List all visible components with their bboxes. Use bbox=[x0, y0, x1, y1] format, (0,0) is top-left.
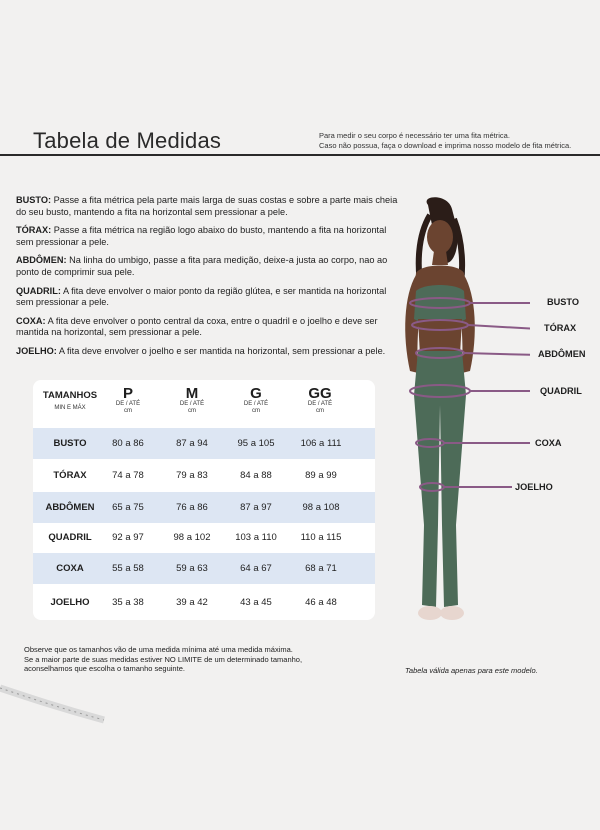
table-cell: 89 a 99 bbox=[305, 470, 337, 481]
instruction-term: COXA: bbox=[16, 315, 46, 326]
instruction-text: Passe a fita métrica pela parte mais larga de suas costas e sobre a parte mais cheia do seu busto, mantendo a fita na horizontal sem pressionar a pele. bbox=[16, 195, 398, 217]
right-shoe bbox=[440, 606, 464, 620]
size-header-m bbox=[167, 386, 217, 415]
table-cell: 65 a 75 bbox=[112, 502, 144, 513]
table-row-abdomen bbox=[33, 492, 375, 523]
callout-busto: BUSTO bbox=[547, 297, 579, 307]
tamanhos-subheader: MIN E MÁX bbox=[54, 405, 86, 411]
row-label: COXA bbox=[56, 563, 84, 574]
abdomen-line bbox=[464, 353, 530, 355]
callout-quadril: QUADRIL bbox=[540, 386, 582, 396]
head bbox=[427, 220, 453, 254]
instruction-torax bbox=[16, 225, 406, 248]
instruction-term: QUADRIL: bbox=[16, 285, 61, 296]
table-cell: 106 a 111 bbox=[300, 438, 342, 449]
table-cell: 39 a 42 bbox=[176, 597, 208, 608]
table-cell: 87 a 94 bbox=[176, 438, 208, 449]
size-sub: DE / ATÉ bbox=[115, 401, 141, 407]
row-label: ABDÔMEN bbox=[45, 502, 95, 513]
row-label: JOELHO bbox=[50, 597, 90, 608]
note-line: Se a maior parte de suas medidas estiver NO LIMITE de um determinado tamanho, bbox=[24, 654, 303, 664]
size-unit: cm bbox=[252, 408, 260, 414]
instruction-abdomen bbox=[16, 255, 406, 278]
size-letter: GG bbox=[308, 385, 332, 402]
instruction-text: A fita deve envolver o ponto central da coxa, entre o quadril e o joelho e deve ser mantida na horizontal, sem pressionar a pele. bbox=[16, 315, 378, 338]
table-cell: 87 a 97 bbox=[240, 502, 272, 513]
table-cell: 110 a 115 bbox=[300, 532, 342, 543]
row-label: BUSTO bbox=[53, 438, 87, 449]
table-cell: 46 a 48 bbox=[305, 597, 337, 608]
table-cell: 80 a 86 bbox=[112, 438, 144, 449]
size-sub: DE / ATÉ bbox=[307, 401, 333, 407]
table-cell: 95 a 105 bbox=[237, 438, 275, 449]
instruction-term: BUSTO: bbox=[16, 195, 52, 205]
instruction-text: A fita deve envolver o joelho e ser mantida na horizontal, sem pressionar a pele. bbox=[56, 345, 386, 356]
callout-abdomen: ABDÔMEN bbox=[538, 349, 586, 359]
header-note-line: Para medir o seu corpo é necessário ter uma fita métrica. bbox=[319, 131, 510, 140]
instruction-term: JOELHO: bbox=[16, 345, 57, 356]
instruction-term: TÓRAX: bbox=[16, 225, 52, 236]
table-cell: 84 a 88 bbox=[240, 470, 272, 481]
page-title: Tabela de Medidas bbox=[33, 128, 222, 153]
tape-measure-icon bbox=[0, 668, 110, 728]
header-note bbox=[319, 131, 594, 151]
table-cell: 103 a 110 bbox=[235, 532, 277, 543]
size-letter: M bbox=[185, 385, 199, 402]
table-cell: 43 a 45 bbox=[240, 597, 272, 608]
instruction-text: A fita deve envolver o maior ponto da região glútea, e ser mantida na horizontal sem pressionar a pele. bbox=[16, 285, 387, 308]
table-row-joelho bbox=[33, 587, 375, 618]
instruction-busto bbox=[16, 195, 406, 218]
instruction-term: ABDÔMEN: bbox=[16, 255, 67, 266]
note-line: aconselhamos que escolha o tamanho seguinte. bbox=[24, 664, 185, 673]
leggings bbox=[414, 351, 466, 607]
callout-torax: TÓRAX bbox=[544, 323, 577, 333]
size-unit: cm bbox=[316, 408, 324, 414]
instruction-text: Na linha do umbigo, passe a fita para medição, deixe-a justa ao corpo, nao ao ponto de comprimir sua pele. bbox=[16, 255, 388, 277]
table-cell: 68 a 71 bbox=[305, 563, 337, 574]
size-unit: cm bbox=[188, 408, 196, 414]
instruction-coxa bbox=[16, 316, 406, 339]
size-sub: DE / ATÉ bbox=[243, 401, 269, 407]
table-cell: 79 a 83 bbox=[176, 470, 208, 481]
size-unit: cm bbox=[124, 408, 132, 414]
size-sub: DE / ATÉ bbox=[179, 401, 205, 407]
table-cell: 98 a 102 bbox=[173, 532, 211, 543]
size-header-g bbox=[231, 386, 281, 415]
size-header-p bbox=[103, 386, 153, 415]
row-label: TÓRAX bbox=[53, 470, 87, 481]
valid-model-note: Tabela válida apenas para este modelo. bbox=[405, 666, 538, 675]
table-cell: 92 a 97 bbox=[112, 532, 144, 543]
table-cell: 74 a 78 bbox=[112, 470, 144, 481]
torax-line bbox=[468, 325, 530, 329]
model-figure bbox=[360, 195, 530, 635]
instruction-quadril bbox=[16, 286, 406, 309]
left-shoe bbox=[418, 606, 442, 620]
size-header-gg bbox=[295, 386, 345, 415]
row-label: QUADRIL bbox=[48, 532, 92, 543]
table-row-coxa bbox=[33, 553, 375, 584]
header-note-line: Caso não possua, faça o download e imprima nosso modelo de fita métrica. bbox=[319, 141, 572, 150]
table-cell: 59 a 63 bbox=[176, 563, 208, 574]
size-letter: P bbox=[122, 385, 133, 402]
table-cell: 76 a 86 bbox=[176, 502, 208, 513]
note-line: Observe que os tamanhos vão de uma medida mínima até uma medida máxima. bbox=[24, 645, 293, 654]
tamanhos-header: TAMANHOS bbox=[42, 390, 98, 401]
callout-coxa: COXA bbox=[535, 438, 562, 448]
table-row-quadril bbox=[33, 522, 375, 553]
table-cell: 64 a 67 bbox=[240, 563, 272, 574]
callout-joelho: JOELHO bbox=[515, 482, 553, 492]
table-row-torax bbox=[33, 460, 375, 491]
table-cell: 35 a 38 bbox=[112, 597, 144, 608]
table-cell: 98 a 108 bbox=[302, 502, 340, 513]
table-cell: 55 a 58 bbox=[112, 563, 144, 574]
instruction-text: Passe a fita métrica na região logo abaixo do busto, mantendo a fita na horizontal sem pressionar a pele. bbox=[16, 225, 387, 247]
instruction-joelho bbox=[16, 346, 406, 358]
neck bbox=[432, 251, 448, 265]
measurement-instructions bbox=[16, 195, 406, 365]
table-row-busto bbox=[33, 428, 375, 459]
size-letter: G bbox=[250, 385, 262, 402]
header-divider bbox=[0, 154, 600, 156]
